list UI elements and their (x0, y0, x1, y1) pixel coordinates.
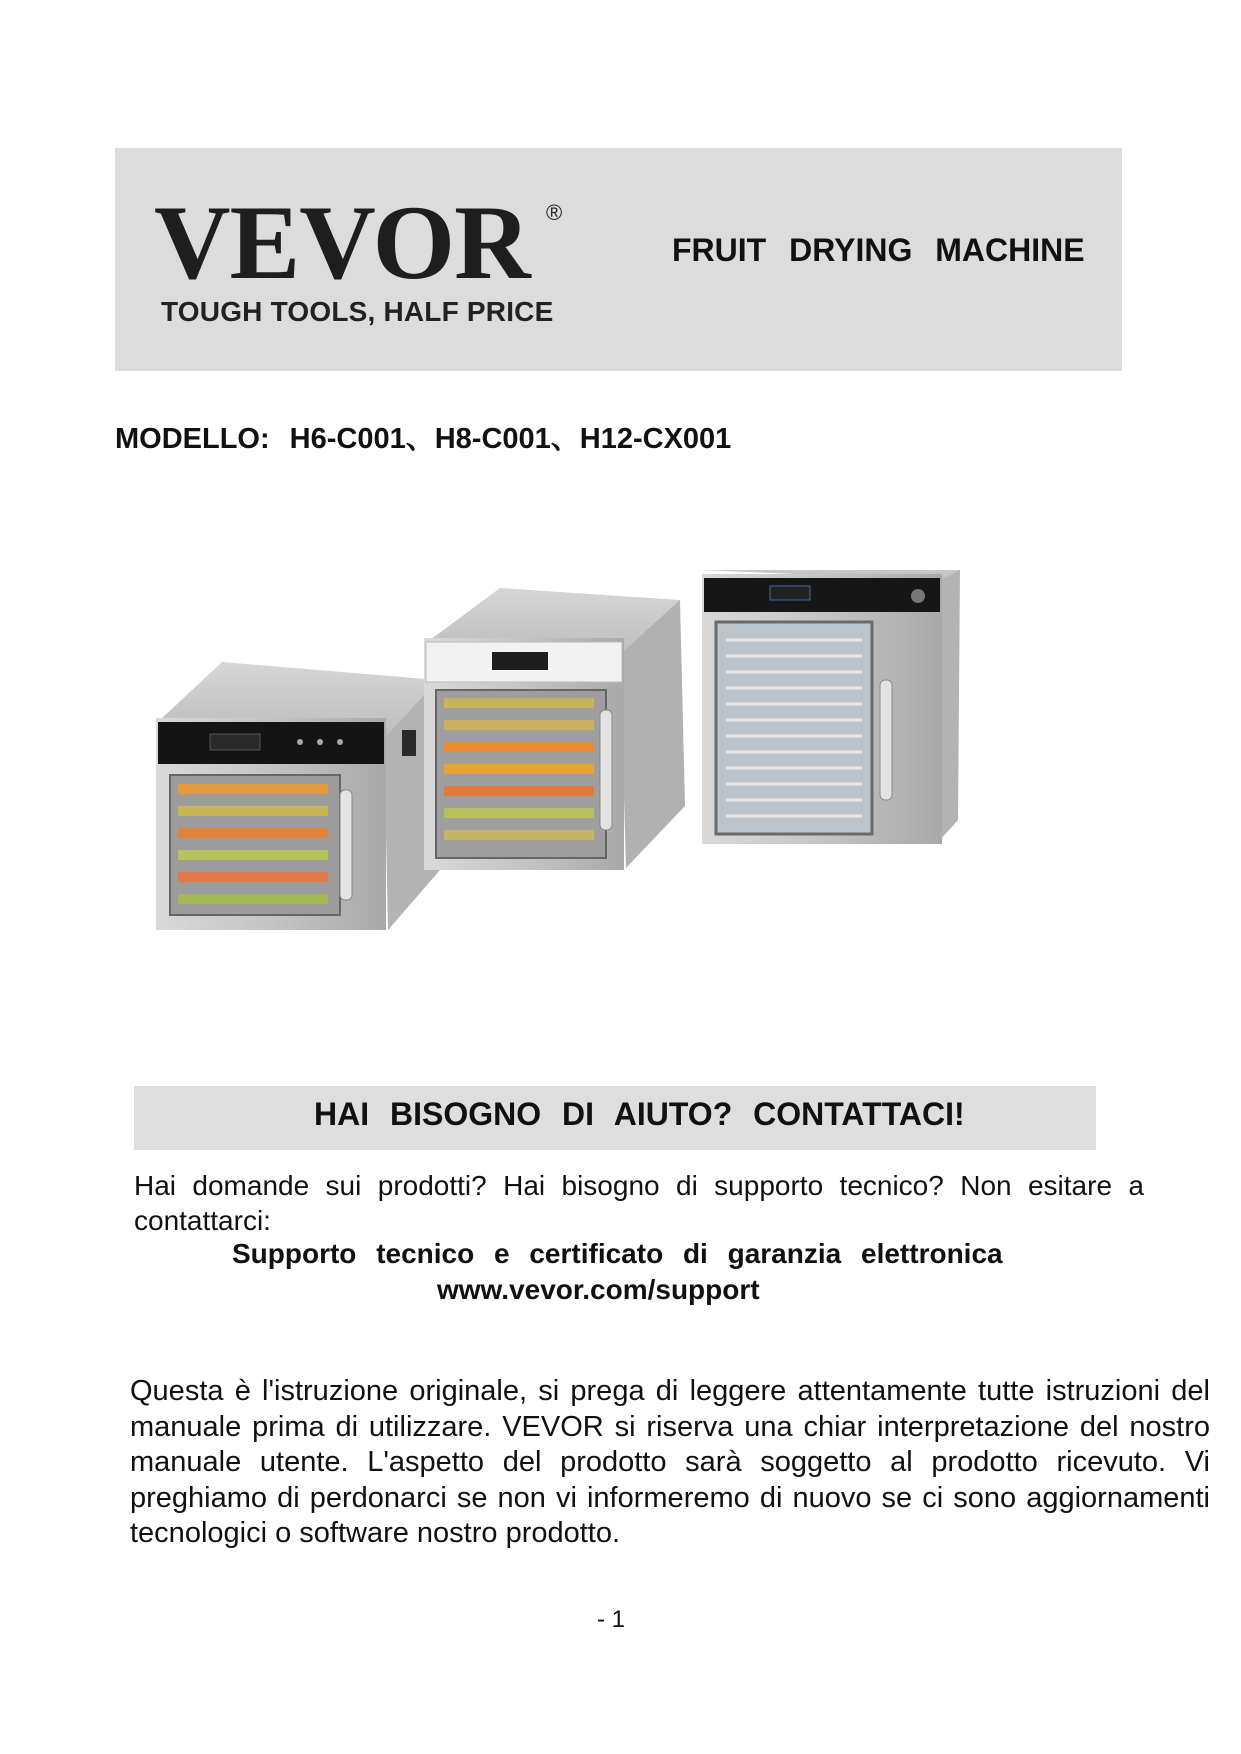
help-banner (134, 1086, 1096, 1150)
dryer-medium (424, 588, 685, 870)
model-values: H6-C001、H8-C001、H12-CX001 (289, 423, 732, 455)
dryer-large (700, 570, 960, 844)
brand-logo: VEVOR (154, 184, 530, 301)
brand-tagline: TOUGH TOOLS, HALF PRICE (161, 296, 554, 327)
contact-intro: Hai domande sui prodotti? Hai bisogno di supporto tecnico? Non esitare a contattarci: (134, 1170, 1144, 1236)
model-line (115, 416, 731, 457)
document-title: FRUIT DRYING MACHINE (672, 232, 1085, 268)
model-label: MODELLO: (115, 423, 270, 455)
page-number: - 1 (597, 1606, 626, 1633)
dryer-small (156, 662, 440, 930)
product-photo (140, 570, 1210, 960)
header-banner (115, 148, 1122, 371)
support-line: Supporto tecnico e certificato di garanzia elettronica (232, 1238, 1003, 1269)
registered-mark: ® (546, 200, 563, 225)
help-title: HAI BISOGNO DI AIUTO? CONTATTACI! (314, 1096, 965, 1132)
support-link[interactable]: www.vevor.com/support (437, 1274, 760, 1305)
notice-paragraph: Questa è l'istruzione originale, si prega di leggere attentamente tutte istruzioni del manuale prima di utilizzare. VEVOR si riserva una chiar interpretazione del nostro manuale utente. L'aspetto del prodotto sarà soggetto al prodotto ricevuto. Vi preghiamo di perdonarci se non vi informeremo di nuovo se ci sono aggiornamenti tecnologici o software nostro prodotto. (130, 1375, 1210, 1549)
